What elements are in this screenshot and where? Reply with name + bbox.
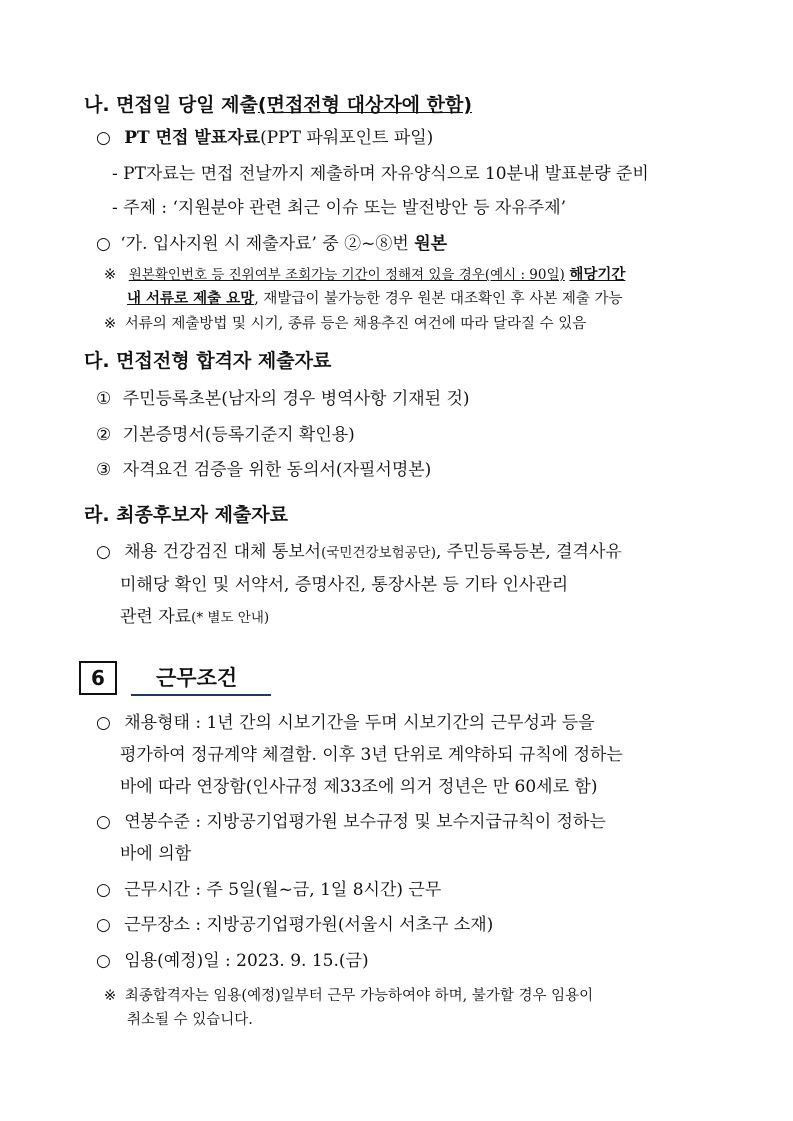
heading-text: 나. 면접일 당일 제출 bbox=[84, 94, 258, 116]
section-title: 근무조건 bbox=[131, 662, 271, 696]
ra-line-1-b: , 주민등록등본, 결격사유 bbox=[435, 542, 622, 562]
item-text: 기본증명서(등록기준지 확인용) bbox=[122, 425, 355, 445]
section-da-heading: 다. 면접전형 합격자 제출자료 bbox=[84, 350, 332, 372]
pt-title: PT 면접 발표자료 bbox=[124, 128, 261, 148]
employment-line-3: 바에 따라 연장함(인사규정 제33조에 의거 정년은 만 60세로 함) bbox=[120, 777, 598, 797]
ra-line-1-small: (국민건강보험공단) bbox=[321, 545, 436, 561]
pt-dash-2: - 주제 : ‘지원분야 관련 최근 이슈 또는 발전방안 등 자유주제’ bbox=[112, 198, 567, 218]
note-mark: ※ bbox=[104, 316, 117, 332]
item-number: ③ bbox=[96, 460, 112, 480]
ra-line-1-a: 채용 건강검진 대체 통보서 bbox=[124, 542, 322, 562]
note-mark: ※ bbox=[104, 988, 117, 1004]
list-item bbox=[96, 459, 431, 481]
note-1-part-2-bold: 내 서류로 제출 요망 bbox=[127, 290, 255, 307]
final-note-line-1 bbox=[104, 985, 593, 1007]
circle-bullet: ○ bbox=[96, 915, 111, 935]
final-note-line-2: 취소될 수 있습니다. bbox=[127, 1012, 253, 1028]
salary-line-1 bbox=[96, 811, 606, 833]
heading-note: (면접전형 대상자에 한함) bbox=[257, 94, 473, 116]
item-text: 자격요건 검증을 위한 동의서(자필서명본) bbox=[122, 460, 432, 480]
circle-bullet: ○ bbox=[96, 812, 111, 832]
section-ra-heading: 라. 최종후보자 제출자료 bbox=[84, 504, 288, 526]
note-1-part-2-rest: , 재발급이 불가능한 경우 원본 대조확인 후 사본 제출 가능 bbox=[254, 291, 623, 307]
place-item bbox=[96, 914, 493, 936]
list-item bbox=[96, 424, 355, 446]
place-text: 근무장소 : 지방공기업평가원(서울시 서초구 소재) bbox=[124, 915, 494, 935]
item-number: ① bbox=[96, 389, 112, 409]
hours-text: 근무시간 : 주 5일(월~금, 1일 8시간) 근무 bbox=[124, 880, 442, 900]
circle-bullet: ○ bbox=[96, 951, 111, 971]
circle-bullet: ○ bbox=[96, 713, 111, 733]
ra-line-3 bbox=[120, 606, 269, 629]
circle-bullet: ○ bbox=[96, 128, 111, 148]
section-na-heading bbox=[84, 94, 472, 116]
pt-title-note: (PPT 파워포인트 파일) bbox=[260, 128, 434, 148]
ra-line-3-a: 관련 자료 bbox=[120, 607, 192, 627]
list-item bbox=[96, 388, 470, 410]
note-1-line-2 bbox=[127, 288, 622, 310]
note-mark: ※ bbox=[104, 267, 117, 283]
item-number: ② bbox=[96, 425, 112, 445]
employment-line-1 bbox=[96, 712, 595, 734]
pt-dash-1: - PT자료는 면접 전날까지 제출하며 자유양식으로 10분내 발표분량 준비 bbox=[112, 164, 649, 184]
section-number-box: 6 bbox=[79, 661, 117, 695]
pt-item bbox=[96, 127, 433, 149]
salary-line-2: 바에 의함 bbox=[120, 844, 192, 864]
item-text: 주민등록초본(남자의 경우 병역사항 기재된 것) bbox=[122, 389, 470, 409]
note-2-text: 서류의 제출방법 및 시기, 종류 등은 채용추진 여건에 따라 달라질 수 있음 bbox=[124, 316, 587, 332]
date-item bbox=[96, 950, 369, 972]
employment-line-2: 평가하여 정규계약 체결함. 이후 3년 단위로 계약하되 규칙에 정하는 bbox=[120, 745, 623, 765]
original-item bbox=[96, 233, 447, 255]
note-2 bbox=[104, 313, 586, 335]
circle-bullet: ○ bbox=[96, 880, 111, 900]
note-1-part-1: 원본확인번호 등 진위여부 조회가능 기간이 정해져 있을 경우(예시 : 90일) bbox=[128, 267, 565, 283]
hours-item bbox=[96, 879, 441, 901]
ra-line-1 bbox=[96, 541, 622, 564]
circle-bullet: ○ bbox=[96, 542, 111, 562]
note-1-line-1 bbox=[104, 264, 716, 286]
circle-bullet: ○ bbox=[96, 234, 111, 254]
employment-line-1-text: 채용형태 : 1년 간의 시보기간을 두며 시보기간의 근무성과 등을 bbox=[124, 713, 595, 733]
ra-line-3-small: (* 별도 안내) bbox=[191, 610, 270, 626]
original-text: ‘가. 입사지원 시 제출자료’ 중 ②~⑧번 bbox=[120, 234, 409, 254]
salary-line-1-text: 연봉수준 : 지방공기업평가원 보수규정 및 보수지급규칙이 정하는 bbox=[124, 812, 606, 832]
ra-line-2: 미해당 확인 및 서약서, 증명사진, 통장사본 등 기타 인사관리 bbox=[120, 575, 569, 595]
date-text: 임용(예정)일 : 2023. 9. 15.(금) bbox=[124, 951, 369, 971]
note-1-part-1-bold: 해당기간 bbox=[569, 266, 626, 283]
final-note-line-1-text: 최종합격자는 임용(예정)일부터 근무 가능하여야 하며, 불가할 경우 임용이 bbox=[124, 988, 594, 1004]
original-bold: 원본 bbox=[414, 234, 448, 254]
